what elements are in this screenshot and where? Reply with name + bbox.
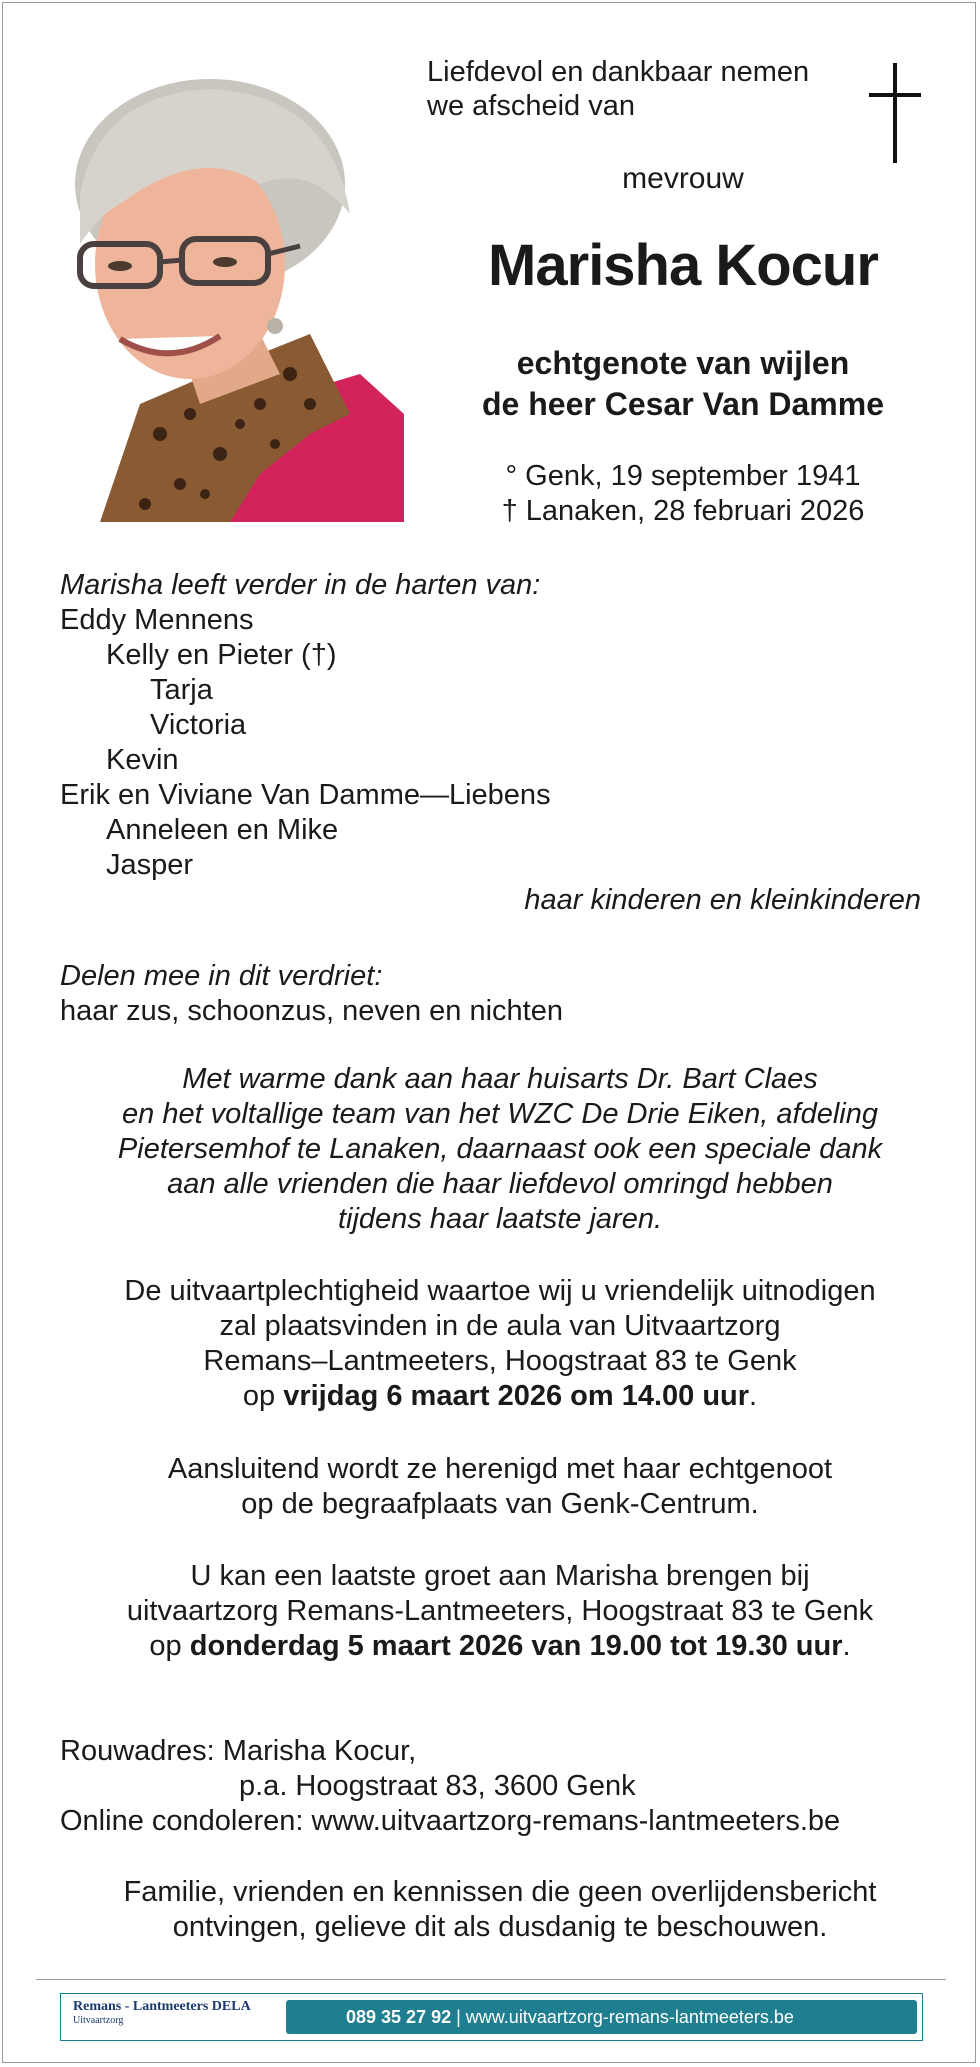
- visit-line: U kan een laatste groet aan Marisha brengen bij: [190, 1560, 810, 1592]
- footer-divider: [36, 1979, 946, 1980]
- intro-line: Liefdevol en dankbaar nemen: [427, 56, 810, 88]
- visit-date: donderdag 5 maart 2026 van 19.00 tot 19.30 uur: [189, 1630, 843, 1662]
- thanks-line: Met warme dank aan haar huisarts Dr. Bart Claes: [182, 1063, 818, 1095]
- share-text: haar zus, schoonzus, neven en nichten: [60, 995, 563, 1027]
- deceased-name: Marisha Kocur: [488, 233, 878, 298]
- thanks-line: Pietersemhof te Lanaken, daarnaast ook een speciale dank: [117, 1133, 883, 1165]
- ceremony-date: vrijdag 6 maart 2026 om 14.00 uur: [283, 1380, 750, 1412]
- mourners-list: [60, 568, 940, 918]
- visit-datetime: [60, 1629, 940, 1664]
- visit-line: uitvaartzorg Remans-Lantmeeters, Hoogstraat 83 te Genk: [126, 1595, 874, 1627]
- portrait-photo: [60, 74, 404, 522]
- visitation-paragraph: [60, 1559, 940, 1664]
- mourners-signature: haar kinderen en kleinkinderen: [524, 884, 921, 916]
- share-heading: Delen mee in dit verdriet:: [60, 960, 383, 992]
- family-notice: [60, 1875, 940, 1945]
- list-item: Tarja: [150, 674, 213, 706]
- cross-icon: [865, 63, 925, 163]
- funeral-home-logo: [73, 1999, 251, 2026]
- phone-number[interactable]: 089 35 27 92: [346, 2007, 452, 2027]
- birth-date: ° Genk, 19 september 1941: [505, 460, 861, 492]
- burial-line: op de begraafplaats van Genk-Centrum.: [241, 1488, 759, 1520]
- address-line: p.a. Hoogstraat 83, 3600 Genk: [239, 1770, 636, 1802]
- ceremony-prefix: op: [242, 1380, 284, 1412]
- obituary-card: [2, 2, 976, 2063]
- mourning-address: [60, 1734, 940, 1839]
- logo-subtitle: Uitvaartzorg: [73, 2015, 124, 2026]
- ceremony-line: zal plaatsvinden in de aula van Uitvaartzorg: [219, 1310, 781, 1342]
- ceremony-datetime: [60, 1379, 940, 1414]
- visit-suffix: .: [842, 1630, 851, 1662]
- list-item: Kevin: [106, 744, 179, 776]
- funeral-home-footer: [60, 1993, 923, 2041]
- life-dates: [423, 459, 943, 529]
- list-item: Anneleen en Mike: [106, 814, 339, 846]
- list-item: Eddy Mennens: [60, 604, 254, 636]
- burial-line: Aansluitend wordt ze herenigd met haar echtgenoot: [167, 1453, 833, 1485]
- list-item: Victoria: [150, 709, 247, 741]
- death-date: † Lanaken, 28 februari 2026: [501, 495, 865, 527]
- ceremony-paragraph: [60, 1274, 940, 1414]
- list-item: Kelly en Pieter (†): [106, 639, 337, 671]
- salutation: mevrouw: [622, 162, 744, 195]
- intro-line: we afscheid van: [427, 90, 635, 122]
- thanks-line: tijdens haar laatste jaren.: [337, 1203, 663, 1235]
- logo-name: Remans - Lantmeeters DELA: [73, 1999, 251, 2014]
- thanks-paragraph: [60, 1062, 940, 1237]
- share-grief: [60, 959, 940, 1029]
- spouse-info: [423, 343, 943, 425]
- separator: |: [451, 2007, 466, 2027]
- spouse-line: de heer Cesar Van Damme: [482, 386, 884, 422]
- ceremony-line: De uitvaartplechtigheid waartoe wij u vriendelijk uitnodigen: [124, 1275, 876, 1307]
- visit-prefix: op: [149, 1630, 190, 1662]
- condolence-link[interactable]: Online condoleren: www.uitvaartzorg-remans-lantmeeters.be: [60, 1805, 841, 1837]
- address-line: Rouwadres: Marisha Kocur,: [60, 1735, 417, 1767]
- burial-paragraph: [60, 1452, 940, 1522]
- notice-line: ontvingen, gelieve dit als dusdanig te beschouwen.: [172, 1911, 828, 1943]
- mourners-heading: Marisha leeft verder in de harten van:: [60, 569, 541, 601]
- website-link[interactable]: www.uitvaartzorg-remans-lantmeeters.be: [465, 2007, 794, 2027]
- contact-bar: [286, 2000, 917, 2034]
- thanks-line: aan alle vrienden die haar liefdevol omringd hebben: [167, 1168, 833, 1200]
- intro-text: [427, 55, 867, 123]
- ceremony-suffix: .: [749, 1380, 758, 1412]
- ceremony-line: Remans–Lantmeeters, Hoogstraat 83 te Genk: [203, 1345, 797, 1377]
- spouse-line: echtgenote van wijlen: [516, 345, 850, 381]
- notice-line: Familie, vrienden en kennissen die geen overlijdensbericht: [123, 1876, 877, 1908]
- list-item: Erik en Viviane Van Damme—Liebens: [60, 779, 551, 811]
- list-item: Jasper: [106, 849, 194, 881]
- thanks-line: en het voltallige team van het WZC De Drie Eiken, afdeling: [122, 1098, 878, 1130]
